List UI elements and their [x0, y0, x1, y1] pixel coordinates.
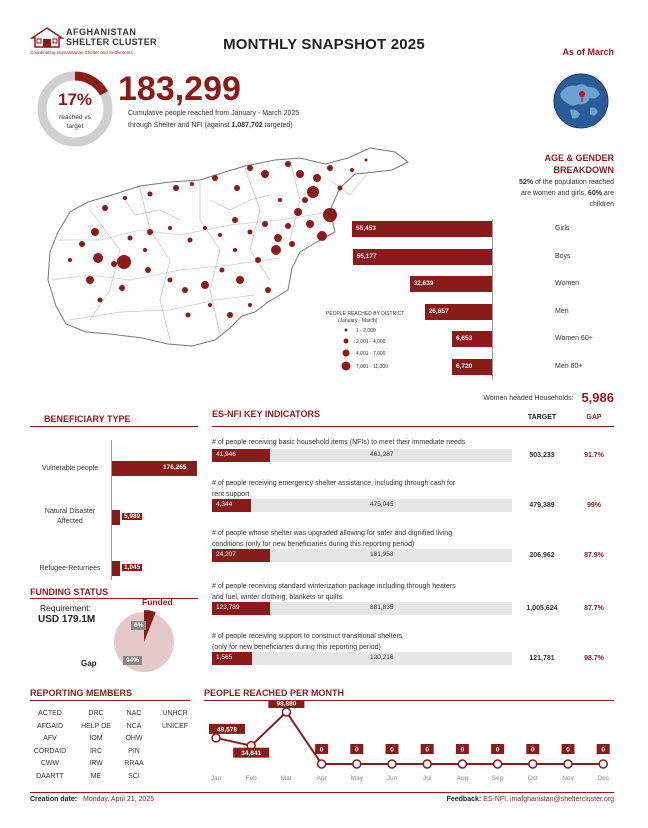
footer-rule: [30, 792, 614, 793]
beneficiary-label: [30, 464, 110, 474]
beneficiary-label: [30, 507, 110, 527]
indicator-target: 503,233: [529, 452, 555, 459]
legend-item-2: 2,001 - 4,000: [356, 339, 386, 345]
funding-rule: [30, 598, 198, 599]
monthly-value-label: 0: [319, 746, 324, 754]
age-gender-title-2: BREAKDOWN: [553, 165, 614, 175]
monthly-point: [282, 708, 290, 716]
beneficiary-title: BENEFICIARY TYPE: [44, 414, 131, 424]
age-gender-bar: [425, 304, 492, 320]
summary-line2: [128, 120, 338, 132]
funded-percent: 6%: [131, 621, 146, 630]
indicator-gap: 91.7%: [584, 452, 604, 459]
indicator-bar: [212, 449, 512, 462]
requirement-value: 179.1M: [61, 614, 96, 625]
note-t1: of the population reached: [533, 179, 614, 186]
summary-line2-b: targeted): [262, 122, 293, 129]
summary-line2-a: through Shelter and NFI (against: [128, 122, 232, 129]
legend-item-3: 4,001 - 7,000: [356, 351, 386, 357]
age-gender-label: Women 60+: [555, 335, 593, 343]
indicator-target: 1,005,624: [526, 605, 558, 612]
month-tick-label: Apr: [316, 775, 327, 782]
requirement-currency: USD: [38, 614, 60, 625]
indicator-remaining: 461,287: [370, 451, 394, 458]
beneficiary-bar: [112, 510, 120, 525]
reporting-member: DAARTT: [36, 773, 64, 780]
indicator-reached: 4,344: [216, 501, 233, 508]
indicator-bar: [212, 652, 512, 665]
indicator-question: [212, 631, 497, 653]
monthly-point: [423, 760, 431, 768]
monthly-value-label: 0: [495, 746, 500, 754]
reached-label-1: reached vs: [59, 114, 91, 121]
indicator-q1: # of people whose shelter was upgraded allowing for safer and dignified living: [212, 530, 453, 537]
monthly-point: [458, 760, 466, 768]
beneficiary-label-2: Affected: [57, 518, 83, 525]
reporting-member: SCI: [128, 773, 140, 780]
indicator-fill: [212, 449, 270, 462]
reporting-member: DRC: [88, 710, 104, 717]
indicator-q1: # of people receiving support to construct transitional shelters: [212, 633, 403, 640]
indicator-fill: [212, 602, 270, 615]
logo-line1: AFGHANISTAN: [66, 27, 137, 37]
reporting-member: PIN: [128, 747, 140, 755]
creation-value: Monday, April 21, 2025: [83, 796, 155, 803]
beneficiary-label-1: Vulnerable people: [41, 465, 99, 472]
indicator-remaining: 475,045: [370, 501, 394, 508]
indicator-question: [212, 528, 497, 550]
feedback: [447, 796, 614, 803]
indicator-bar: [212, 549, 512, 562]
monthly-value-label: 0: [530, 746, 535, 754]
age-gender-label: Men 60+: [555, 363, 583, 370]
total-reached: 183,299: [118, 70, 241, 108]
indicator-gap: 87.9%: [584, 552, 604, 559]
monthly-value-label: 49,578: [217, 726, 237, 734]
age-gender-label: Girls: [555, 225, 570, 232]
indicator-question: [212, 478, 497, 500]
month-tick-label: Jan: [210, 775, 222, 782]
beneficiary-value: 5,989: [124, 513, 141, 520]
indicator-target: 479,389: [529, 502, 555, 509]
whh-value: 5,986: [581, 390, 614, 405]
reporting-member: CWW: [40, 760, 60, 768]
age-gender-bar: [410, 276, 492, 292]
page-title: MONTHLY SNAPSHOT 2025: [223, 36, 425, 53]
logo-line2: SHELTER CLUSTER: [66, 37, 157, 47]
indicator-q2: conditions (only for new beneficiaries during this reporting period): [212, 541, 415, 548]
feedback-value[interactable]: ES-NFI, imafghanistan@sheltercluster.org: [483, 796, 614, 803]
indicator-reached: 24,207: [216, 551, 236, 558]
reporting-member: AFGAID: [36, 722, 64, 730]
indicator-q2: rent support: [212, 491, 250, 498]
age-gender-label: Boys: [555, 252, 571, 260]
age-gender-value: 55,177: [356, 252, 377, 260]
gap-percent: 94%: [123, 656, 142, 665]
note-t2: are women and girls,: [521, 190, 588, 197]
indicator-fill: [212, 549, 270, 562]
note-pct1: 52%: [519, 179, 534, 186]
beneficiary-value: 1,045: [124, 564, 141, 571]
reporting-member: OHW: [125, 735, 143, 743]
reporting-member: NAC: [126, 710, 142, 717]
note-t4: children: [589, 201, 614, 208]
age-gender-value: 6,653: [456, 335, 473, 343]
reporting-member: UNICEF: [161, 722, 189, 730]
monthly-point: [494, 760, 502, 768]
monthly-point: [529, 760, 537, 768]
map-legend: [326, 311, 404, 371]
indicator-remaining: 120,216: [370, 654, 394, 661]
indicator-remaining: 881,835: [370, 604, 394, 611]
month-tick-label: Dec: [597, 775, 609, 782]
month-tick-label: Nov: [562, 775, 574, 782]
beneficiary-value: 176,265: [163, 464, 187, 471]
age-gender-value: 6,720: [456, 363, 473, 370]
monthly-value-label: 98,880: [276, 700, 297, 708]
monthly-value-label: 0: [601, 746, 606, 754]
logo-tagline: Coordinating Humanitarian Shelter and Settlements: [30, 50, 133, 55]
reporting-member: IRC: [89, 747, 103, 755]
reporting-member: CORDAID: [33, 747, 67, 755]
age-gender-bar: [452, 359, 492, 375]
indicator-q1: # of people receiving basic household items (NFIs) to meet their immediate needs: [212, 439, 466, 446]
month-tick-label: Oct: [527, 775, 538, 782]
indicator-gap: 99%: [586, 502, 601, 509]
reporting-member: HELP DE: [81, 722, 111, 730]
month-tick-label: Mar: [280, 775, 293, 782]
monthly-value-label: 34,841: [241, 750, 262, 758]
monthly-value-label: 0: [566, 746, 570, 754]
as-of-date: As of March: [562, 47, 614, 57]
reporting-member: ACTED: [38, 710, 62, 717]
total-reached-description: [128, 108, 338, 132]
month-tick-label: Sep: [491, 775, 504, 782]
reached-percent: 17%: [57, 90, 93, 109]
monthly-point: [564, 760, 572, 768]
monthly-value-label: 0: [460, 746, 465, 754]
indicator-reached: 1,565: [216, 654, 233, 661]
gap-label: Gap: [81, 659, 97, 668]
age-gender-bar: [352, 221, 492, 237]
indicator-gap: 87.7%: [584, 605, 604, 612]
age-gender-note: [474, 177, 614, 210]
target-header: TARGET: [527, 414, 557, 421]
beneficiary-label-1: Refugee-Returnees: [39, 565, 101, 572]
note-t3: are: [601, 190, 614, 197]
indicator-question: [212, 437, 497, 448]
monthly-line-chart: [200, 700, 620, 790]
beneficiary-bar: [112, 561, 120, 576]
monthly-point: [318, 760, 326, 768]
beneficiary-label-1: Natural Disaster: [44, 508, 96, 515]
age-gender-bar: [452, 331, 492, 347]
requirement-amount: [38, 614, 95, 625]
indicator-fill: [212, 499, 251, 512]
age-gender-label: Men: [555, 307, 569, 315]
month-tick-label: May: [350, 775, 363, 782]
reporting-member: RRAA: [124, 760, 144, 768]
creation-date: [30, 796, 154, 803]
reached-label: [36, 113, 114, 131]
indicator-reached: 41,946: [216, 451, 236, 458]
indicator-target: 121,781: [529, 655, 555, 662]
women-headed-households: [483, 390, 614, 405]
funding-title: FUNDING STATUS: [30, 587, 109, 597]
globe-icon: [552, 72, 610, 130]
summary-target: 1,087,702: [231, 122, 263, 129]
monthly-point: [212, 734, 220, 742]
monthly-value-label: 0: [354, 746, 359, 754]
age-gender-value: 26,657: [428, 307, 449, 315]
beneficiary-label: [30, 564, 110, 574]
indicator-q1: # of people receiving emergency shelter assistance, including through cash for: [212, 480, 456, 487]
legend-title: PEOPLE REACHED BY DISTRICT: [326, 311, 405, 317]
funding-pie: [108, 604, 188, 684]
age-gender-title-1: AGE & GENDER: [544, 153, 614, 163]
monthly-point: [353, 760, 361, 768]
month-tick-label: Feb: [245, 775, 257, 782]
note-pct2: 60%: [587, 190, 602, 197]
indicator-fill: [212, 652, 252, 665]
indicator-question: [212, 581, 497, 603]
indicator-reached: 123,789: [216, 604, 240, 611]
age-gender-value: 32,639: [413, 280, 434, 288]
monthly-line: [216, 712, 606, 764]
reporting-member: IRW: [89, 760, 103, 768]
age-gender-title: [494, 152, 614, 176]
month-tick-label: Aug: [456, 775, 469, 782]
indicator-target: 206,962: [529, 552, 555, 559]
age-gender-value: 55,453: [356, 225, 376, 232]
indicator-gap: 98.7%: [584, 655, 604, 662]
feedback-label: Feedback:: [446, 796, 482, 803]
monthly-point: [388, 760, 396, 768]
age-gender-axis: [492, 220, 493, 380]
reporting-title: REPORTING MEMBERS: [30, 688, 133, 698]
reporting-member: UNHCR: [162, 710, 188, 717]
legend-sub: (January - March): [338, 318, 378, 324]
funded-label: Funded: [142, 597, 173, 607]
reporting-member: AFV: [43, 735, 57, 743]
indicator-q1: # of people receiving standard winterization package including through heaters: [212, 583, 456, 590]
indicator-q2: (only for new beneficiaries during this reporting period): [212, 644, 381, 651]
afghanistan-map: [30, 140, 420, 390]
age-gender-bar: [353, 249, 492, 265]
monthly-value-label: 0: [390, 746, 394, 754]
monthly-value-label: 0: [425, 746, 430, 754]
reporting-member: ME: [90, 773, 102, 780]
monthly-point: [599, 760, 607, 768]
month-tick-label: Jun: [386, 775, 398, 782]
reporting-member: NCA: [126, 722, 142, 730]
indicators-title: ES-NFI KEY INDICATORS: [212, 409, 321, 419]
indicators-rule: [212, 426, 614, 427]
requirement-label: Requirement:: [40, 603, 92, 613]
legend-item-4: 7,001 - 11,000: [356, 364, 388, 370]
beneficiary-rule: [30, 426, 198, 427]
creation-label: Creation date:: [30, 796, 78, 803]
month-tick-label: Jul: [423, 775, 432, 782]
legend-item-1: 1 - 2,000: [356, 328, 376, 334]
age-gender-label: Women: [555, 280, 579, 288]
indicator-bar: [212, 602, 512, 615]
gap-header: GAP: [586, 414, 602, 421]
summary-line1: Cumulative people reached from January - March 2025: [128, 110, 300, 117]
reporting-rule: [30, 700, 190, 701]
indicator-q2: and fuel, winter clothing, blankets or quilts.: [212, 594, 344, 601]
reached-label-2: target: [66, 123, 84, 130]
whh-label: Women headed Households:: [483, 395, 574, 402]
monthly-title: PEOPLE REACHED PER MONTH: [204, 688, 345, 698]
indicator-bar: [212, 499, 512, 512]
indicator-remaining: 181,958: [370, 551, 394, 558]
reporting-member: IOM: [89, 735, 103, 743]
